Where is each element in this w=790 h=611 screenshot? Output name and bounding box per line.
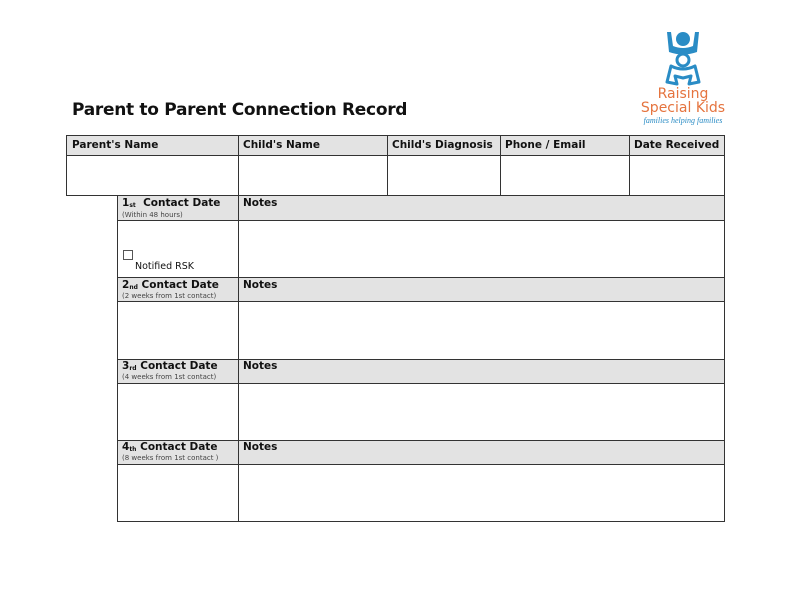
date-received-field[interactable] [629, 155, 725, 196]
notes-label: Notes [243, 197, 278, 209]
logo-line-1: Raising [657, 86, 709, 102]
notes-field[interactable] [238, 383, 725, 441]
contact-date-sub: (4 weeks from 1st contact) [122, 373, 217, 381]
header-label: Parent's Name [72, 139, 159, 151]
notes-field[interactable] [238, 220, 725, 278]
header-label: Child's Name [243, 139, 320, 151]
header-label: Phone / Email [505, 139, 586, 151]
contact-date-label: $4_{th}$ Contact Date [122, 441, 218, 453]
parents-name-field[interactable] [66, 155, 239, 196]
contact-date-label: $2_{nd}$ Contact Date [122, 279, 219, 291]
notes-label: Notes [243, 360, 278, 372]
logo-line-2: Special Kids [640, 100, 726, 116]
phone-email-field[interactable] [500, 155, 630, 196]
contact-date-field[interactable] [117, 383, 239, 441]
contact-date-sub: (8 weeks from 1st contact ) [122, 454, 219, 462]
childs-diagnosis-field[interactable] [387, 155, 501, 196]
notes-header [238, 440, 725, 465]
notified-rsk-checkbox[interactable] [123, 250, 133, 260]
header-label: Date Received [634, 139, 720, 151]
childs-name-field[interactable] [238, 155, 388, 196]
contact-date-field[interactable] [117, 301, 239, 360]
header-label: Child's Diagnosis [392, 139, 493, 151]
contact-date-sub: (Within 48 hours) [122, 211, 183, 219]
contact-date-sub: (2 weeks from 1st contact) [122, 292, 217, 300]
notes-field[interactable] [238, 464, 725, 522]
raising-special-kids-logo [628, 30, 738, 125]
notified-rsk-label: Notified RSK [135, 261, 195, 272]
logo-tagline: families helping families [643, 116, 723, 125]
notes-header [238, 195, 725, 221]
notes-field[interactable] [238, 301, 725, 360]
notes-header [238, 359, 725, 384]
notes-header [238, 277, 725, 302]
contact-date-label: $1_{st}$ Contact Date [122, 197, 221, 209]
notes-label: Notes [243, 279, 278, 291]
child-figure-icon [661, 30, 705, 88]
notes-label: Notes [243, 441, 278, 453]
contact-date-field[interactable] [117, 464, 239, 522]
contact-date-label: $3_{rd}$ Contact Date [122, 360, 218, 372]
page-title: Parent to Parent Connection Record [72, 100, 408, 120]
